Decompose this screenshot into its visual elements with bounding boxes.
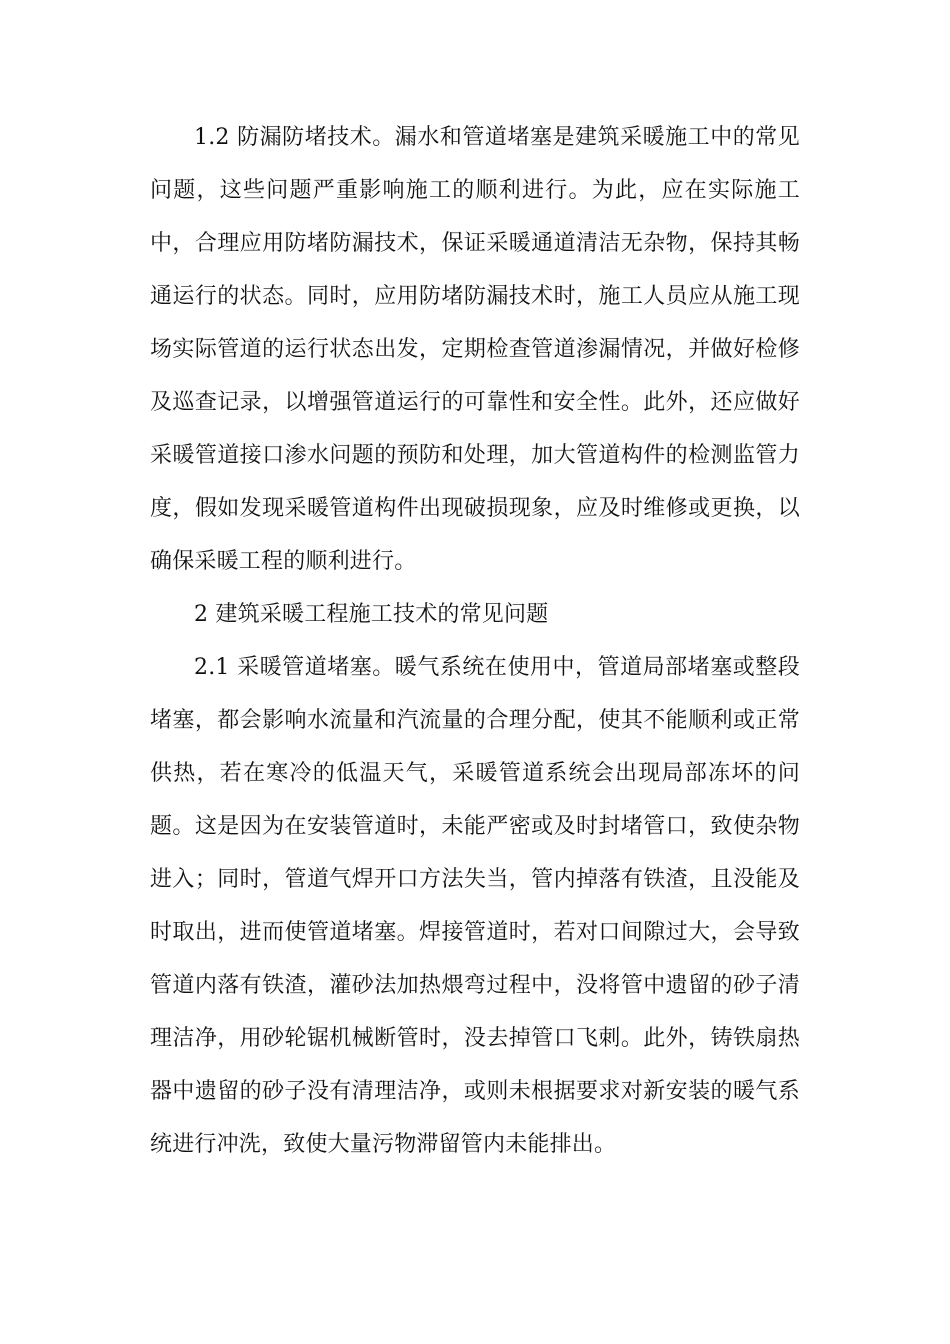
paragraph-pipe-blockage: 2.1 采暖管道堵塞。暖气系统在使用中，管道局部堵塞或整段堵塞，都会影响水流量和汽流量的合理分配，使其不能顺利或正常供热，若在寒冷的低温天气，采暖管道系统会出现局部冻坏的问题。这是因为在安装管道时，未能严密或及时封堵管口，致使杂物进入；同时，管道气焊开口方法失当，管内掉落有铁渣，且没能及时取出，进而使管道堵塞。焊接管道时，若对口间隙过大，会导致管道内落有铁渣，灌砂法加热煨弯过程中，没将管中遗留的砂子清理洁净，用砂轮锯机械断管时，没去掉管口飞刺。此外，铸铁扇热器中遗留的砂子没有清理洁净，或则未根据要求对新安装的暖气系统进行冲洗，致使大量污物滞留管内未能排出。: [150, 655, 800, 1157]
section-heading: 2 建筑采暖工程施工技术的常见问题: [194, 602, 549, 627]
paragraph-leak-prevention: 1.2 防漏防堵技术。漏水和管道堵塞是建筑采暖施工中的常见问题，这些问题严重影响施工的顺利进行。为此，应在实际施工中，合理应用防堵防漏技术，保证采暖通道清洁无杂物，保持其畅通运行的状态。同时，应用防堵防漏技术时，施工人员应从施工现场实际管道的运行状态出发，定期检查管道渗漏情况，并做好检修及巡查记录，以增强管道运行的可靠性和安全性。此外，还应做好采暖管道接口渗水问题的预防和处理，加大管道构件的检测监管力度，假如发现采暖管道构件出现破损现象，应及时维修或更换，以确保采暖工程的顺利进行。: [150, 125, 800, 574]
document-body: [150, 111, 800, 1171]
